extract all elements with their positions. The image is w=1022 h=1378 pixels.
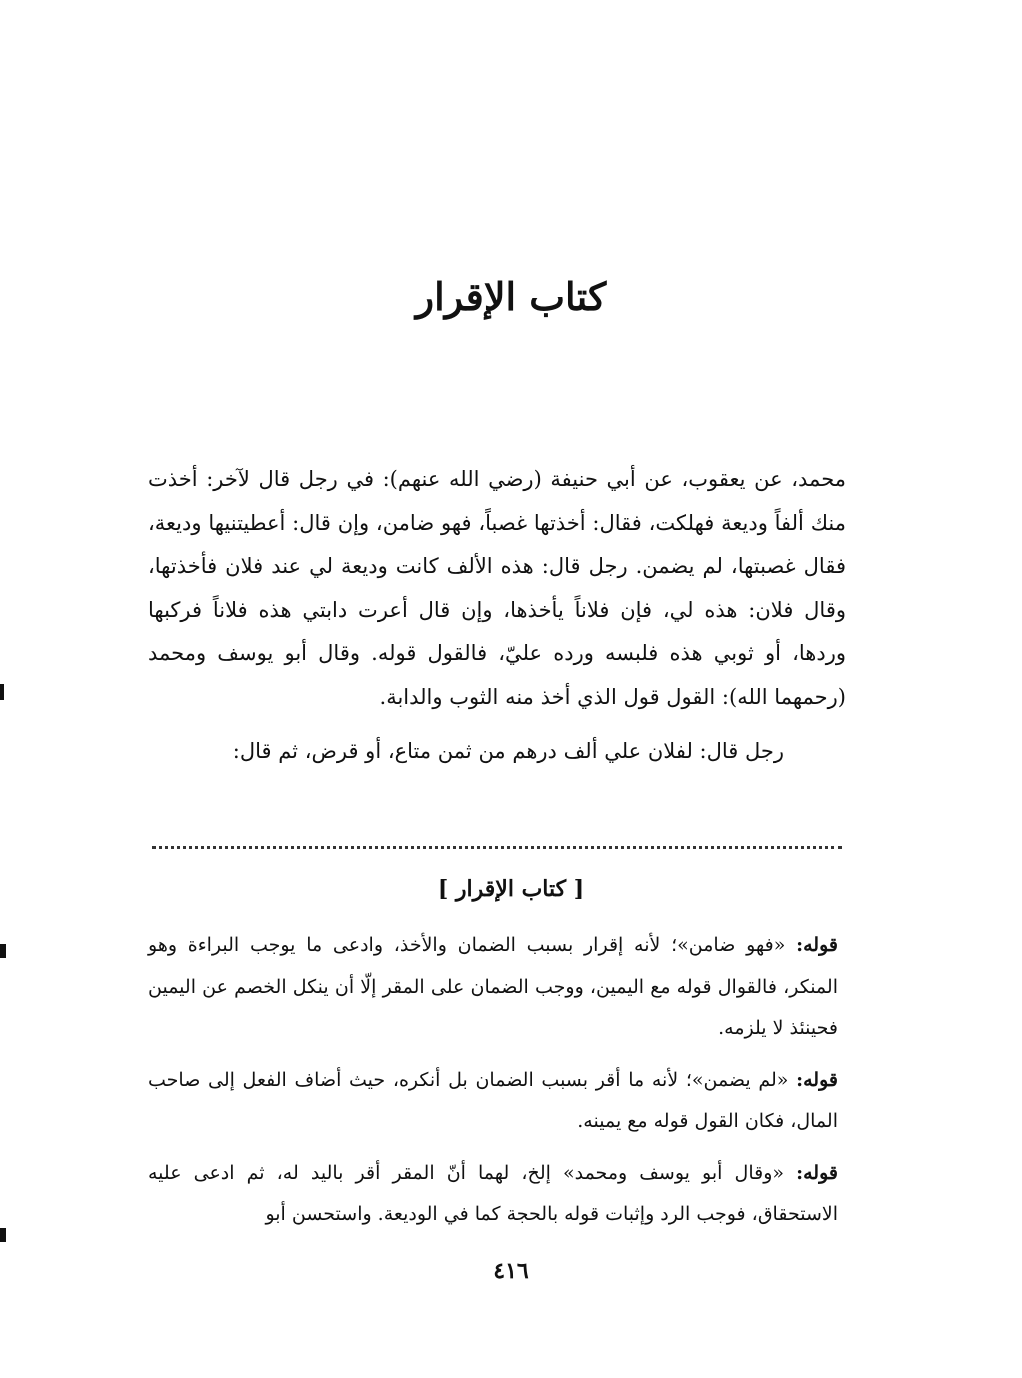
- commentary-paragraph: [148, 1153, 838, 1236]
- commentary-lead: قوله:: [796, 1161, 838, 1184]
- section-divider: [152, 846, 842, 849]
- commentary-text: «وقال أبو يوسف ومحمد» إلخ، لهما أنّ المقر أقر باليد له، ثم ادعى عليه الاستحقاق، فوجب الرد وإثبات قوله بالحجة كما في الوديعة. واستحسن أبو: [148, 1161, 838, 1225]
- commentary-paragraph: [148, 925, 838, 1050]
- commentary-lead: قوله:: [796, 1068, 838, 1091]
- chapter-title: كتاب الإقرار: [415, 274, 607, 319]
- commentary-section: [148, 925, 838, 1246]
- main-paragraph: محمد، عن يعقوب، عن أبي حنيفة (رضي الله عنهم): في رجل قال لآخر: أخذت منك ألفاً وديعة فهلكت، فقال: أخذتها غصباً، فهو ضامن، وإن قال: أعطيتنيها وديعة، فقال غصبتها، لم يضمن. رجل قال: هذه الألف كانت وديعة لي عند فلان فأخذتها، وقال فلان: هذه لي، فإن فلاناً يأخذها، وإن قال أعرت دابتي هذه فلاناً فركبها وردها، أو ثوبي هذه فلبسه ورده عليّ، فالقول قوله. وقال أبو يوسف ومحمد (رحمهما الله): القول قول الذي أخذ منه الثوب والدابة.: [148, 467, 846, 709]
- commentary-text: «لم يضمن»؛ لأنه ما أقر بسبب الضمان بل أنكره، حيث أضاف الفعل إلى صاحب المال، فكان القول قوله مع يمينه.: [148, 1068, 838, 1132]
- main-text: [148, 458, 846, 774]
- main-paragraph: رجل قال: لفلان علي ألف درهم من ثمن متاع، أو قرض، ثم قال:: [232, 739, 784, 763]
- scan-edge-mark: [0, 1228, 6, 1242]
- scan-edge-mark: [0, 684, 4, 700]
- commentary-paragraph: [148, 1060, 838, 1143]
- scan-edge-mark: [0, 944, 6, 958]
- commentary-title: [ كتاب الإقرار ]: [437, 876, 585, 902]
- commentary-text: «فهو ضامن»؛ لأنه إقرار بسبب الضمان والأخذ، وادعى ما يوجب البراءة وهو المنكر، فالقوال قوله مع اليمين، ووجب الضمان على المقر إلّا أن ينكل الخصم عن اليمين فحينئذ لا يلزمه.: [148, 934, 838, 1039]
- page-number: ٤١٦: [493, 1258, 529, 1284]
- commentary-lead: قوله:: [796, 934, 838, 956]
